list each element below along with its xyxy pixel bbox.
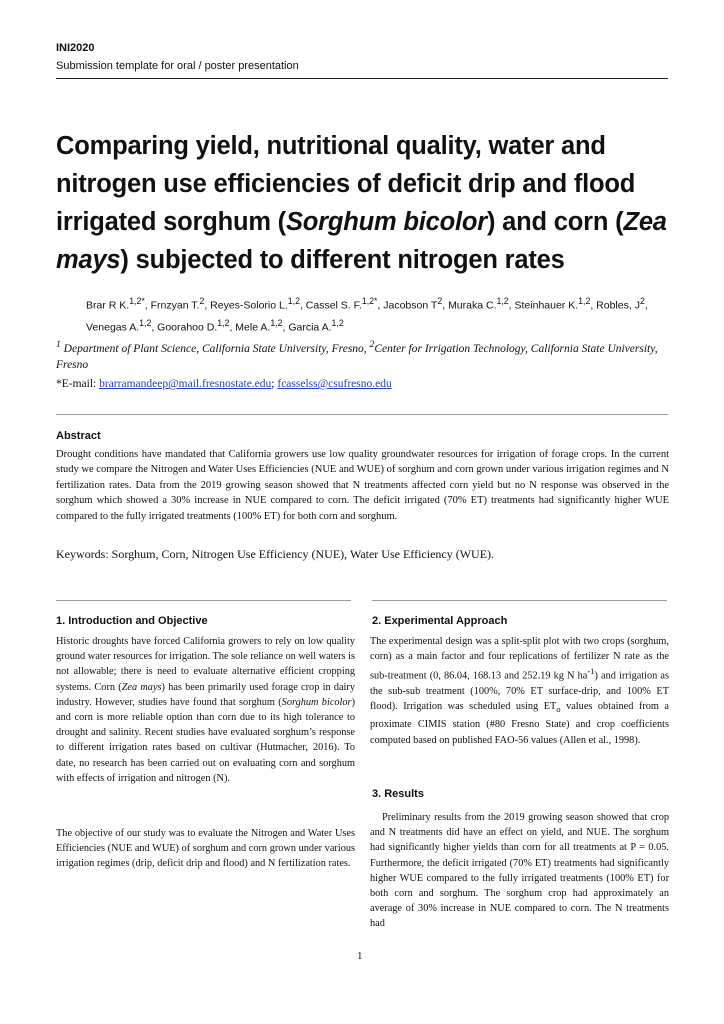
- experimental-paragraph: The experimental design was a split-split plot with two crops (sorghum, corn) as a main factor and four replications of fertilizer N rate as the sub-treatment (0, 86.04, 168.13 and 252.19 kg N $ha^{-1}$) and irrigation as the sub-sub treatment (100%, 70% ET surface-drip, and 100% ET flood). Irrigation was scheduled using $ET_o$ values obtained from a proximate CIMIS station (#80 Fresno State) and crop coefficients computed based on published FAO-56 values (Allen et al., 1998).: [370, 636, 669, 746]
- page-number: 1: [357, 950, 363, 962]
- keywords: Keywords: Sorghum, Corn, Nitrogen Use Efficiency (NUE), Water Use Efficiency (WUE).: [56, 547, 495, 561]
- introduction-paragraph-1: Historic droughts have forced California growers to rely on low quality ground water resources for irrigation. The sole reliance on well waters is not allowable; there is need to evaluate alternative efficient cropping systems. Corn (Zea mays) has been primarily used forage crop in dairy industry. However, studies have found that sorghum (Sorghum bicolor) and corn is more reliable option than corn due to its high tolerance to drought and salinity. Recent studies have evaluated sorghum’s response to different irrigation rates based on cultivar (Hutmacher, 2016). To date, no research has been carried out on evaluating corn and sorghum with effects of irrigation and nitrogen (N).: [56, 636, 355, 784]
- author: Muraka C.: [448, 299, 497, 312]
- section-heading-introduction: 1. Introduction and Objective: [56, 615, 208, 627]
- affiliations: $^1$ Department of Plant Science, California State University, Fresno, $^2$Center for Irrigation Technology, California State University, Fresno: [56, 339, 658, 371]
- author-list: Brar R K.$^{1,2*}$, Frnzyan T.$^2$, Reyes-Solorio L.$^{1,2}$, Cassel S. F.$^{1,2*}$, Jacobson $T^2$, Muraka C.$^{1,2}$, Steinhauer K.$^{1,2}$, Robles, $J^2$, Venegas A.$^{1,2}$, Goorahoo D.$^{1,2}$, Mele A.$^{1,2}$, Garcia A.$^{1,2}$: [86, 296, 648, 333]
- author: Steinhauer K.: [514, 299, 579, 312]
- author: Garcia A.: [288, 321, 332, 333]
- author: Cassel S. F.: [305, 299, 362, 312]
- author: Goorahoo D.: [157, 321, 218, 333]
- author: Robles, J: [596, 299, 640, 312]
- conference-name: INI2020: [56, 42, 95, 54]
- author: Venegas A.: [86, 321, 140, 333]
- contact-email: *E-mail: brarramandeep@mail.fresnostate.edu; fcasselss@csufresno.edu: [56, 378, 392, 390]
- author: Jacobson T: [383, 299, 438, 312]
- email-link-2[interactable]: fcasselss@csufresno.edu: [277, 378, 392, 390]
- right-column-divider: [372, 600, 667, 601]
- header-divider: [56, 78, 668, 79]
- author: Brar R K.: [86, 299, 130, 312]
- template-subtitle: Submission template for oral / poster presentation: [56, 60, 299, 72]
- section-heading-experimental: 2. Experimental Approach: [372, 615, 508, 627]
- section-heading-results: 3. Results: [372, 788, 424, 800]
- email-link-1[interactable]: brarramandeep@mail.fresnostate.edu: [99, 378, 272, 390]
- abstract-text: Drought conditions have mandated that California growers use low quality groundwater resources for irrigation of forage crops. In the current study we compare the Nitrogen and Water Uses Efficiencies (NUE and WUE) of sorghum and corn grown under various irrigation regimes and N fertilization rates. Data from the 2019 growing season showed that N treatments affected corn yield but no N response was observed in the sorghum which showed a 30% increase in NUE compared to corn. The deficit irrigated (70% ET) treatments had significantly higher WUE compared to the fully irrigated treatments (100% ET) for both corn and sorghum.: [56, 449, 669, 522]
- paper-title: Comparing yield, nutritional quality, water and nitrogen use efficiencies of deficit drip and flood irrigated sorghum (Sorghum bicolor) and corn (Zea mays) subjected to different nitrogen rates: [56, 132, 667, 274]
- results-paragraph: Preliminary results from the 2019 growing season showed that crop and N treatments did have an effect on yield, and NUE. The sorghum had significantly higher yields than corn for all treatments at P = 0.05. Furthermore, the deficit irrigated (70% ET) treatments had significantly higher WUE compared to the fully irrigated treatments (100% ET) for both corn and sorghum. The sorghum crop had approximately an average of 30% increase in NUE compared to corn. The N treatments had: [370, 812, 669, 930]
- author: Mele A.: [235, 321, 271, 333]
- introduction-paragraph-2: The objective of our study was to evaluate the Nitrogen and Water Uses Efficiencies (NUE and WUE) of sorghum and corn grown under various irrigation regimes (drip, deficit drip and flood) and N fertilization rates.: [56, 828, 355, 870]
- abstract-heading: Abstract: [56, 430, 101, 442]
- author: Reyes-Solorio L.: [210, 299, 288, 312]
- abstract-divider: [56, 414, 668, 415]
- left-column-divider: [56, 600, 351, 601]
- author: Frnzyan T.: [150, 299, 200, 312]
